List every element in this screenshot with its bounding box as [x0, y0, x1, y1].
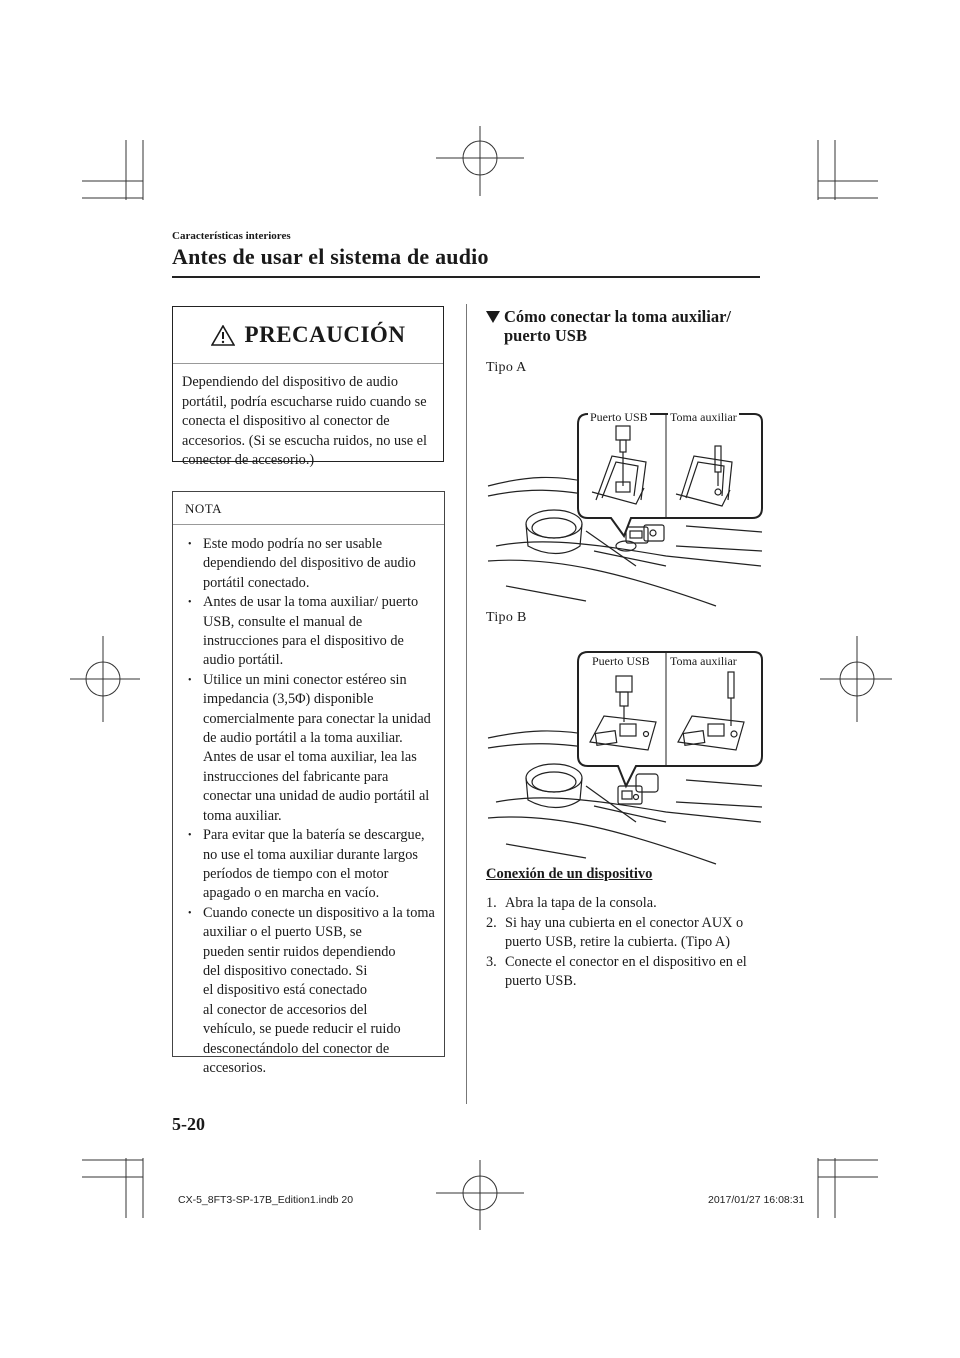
note-item: • Cuando conecte un dispositivo a la toma auxiliar o el puerto USB, se pueden sentir ruidos dependiendo del dispositivo conectado. Si el dispositivo está conectado al conector de accesorios del vehículo, se puede reducir el ruido desconectándolo del conector de accesorios. — [186, 904, 438, 1079]
section-label: Características interiores — [172, 230, 291, 242]
console-usb-aux-drawing-b — [486, 646, 764, 868]
page-title: Antes de usar el sistema de audio — [172, 244, 489, 269]
aux-jack-label: Toma auxiliar — [670, 410, 737, 424]
tipo-b-illustration — [486, 646, 764, 868]
title-divider — [172, 276, 760, 278]
print-file-info: CX-5_8FT3-SP-17B_Edition1.indb 20 — [178, 1194, 354, 1206]
step-item — [486, 894, 762, 914]
step-number: 3. — [486, 953, 497, 970]
warning-triangle-icon — [211, 325, 235, 346]
connect-heading-text: Cómo conectar la toma auxiliar/ puerto USB — [504, 307, 731, 345]
usb-port-label: Puerto USB — [592, 654, 650, 668]
step-item — [486, 953, 762, 992]
section-triangle-icon — [486, 311, 500, 323]
usb-port-label: Puerto USB — [590, 410, 648, 424]
note-item: • Para evitar que la batería se descargue, no use el toma auxiliar durante largos períodos de tiempo con el motor apagado o en marcha en vacío. — [186, 826, 438, 904]
connection-steps — [486, 894, 762, 992]
note-item: • Este modo podría no ser usable dependiendo del dispositivo de audio portátil conectado. — [186, 535, 438, 593]
step-text: Conecte el conector en el dispositivo en el puerto USB. — [505, 953, 747, 989]
note-item: • Antes de usar la toma auxiliar/ puerto USB, consulte el manual de instrucciones para el dispositivo de audio portátil. — [186, 593, 438, 671]
tipo-a-label: Tipo A — [486, 360, 527, 375]
step-number: 2. — [486, 914, 497, 931]
console-usb-aux-drawing-a — [486, 396, 764, 608]
caution-box — [172, 306, 444, 468]
caution-text: Dependiendo del dispositivo de audio portátil, podría escucharse ruido cuando se conecta el dispositivo al conector de accesorios. (Si se escucha ruidos, no use el conector de accesorio.) — [182, 374, 427, 468]
tipo-a-illustration — [486, 396, 764, 608]
step-text: Si hay una cubierta en el conector AUX o puerto USB, retire la cubierta. (Tipo A) — [505, 914, 744, 950]
step-number: 1. — [486, 895, 497, 911]
note-heading: NOTA — [173, 492, 444, 525]
print-date-info: 2017/01/27 16:08:31 — [708, 1194, 805, 1206]
step-text: Abra la tapa de la consola. — [505, 895, 657, 911]
tipo-b-label: Tipo B — [486, 610, 527, 625]
column-divider — [466, 304, 467, 1104]
caution-header — [173, 307, 443, 364]
note-item: • Utilice un mini conector estéreo sin impedancia (3,5Φ) disponible comercialmente para conectar la unidad de audio portátil a la toma auxiliar. Antes de usar el toma auxiliar, lea las instrucciones del fabricante para conectar una unidad de audio portátil al toma auxiliar. — [186, 671, 438, 826]
page-number: 5-20 — [172, 1114, 205, 1134]
note-box — [172, 491, 445, 1076]
note-list — [173, 525, 444, 1078]
step-item — [486, 914, 762, 953]
caution-title: PRECAUCIÓN — [244, 322, 406, 347]
connection-subheading: Conexión de un dispositivo — [486, 866, 653, 882]
aux-jack-label: Toma auxiliar — [670, 654, 737, 668]
connect-heading — [486, 307, 764, 345]
